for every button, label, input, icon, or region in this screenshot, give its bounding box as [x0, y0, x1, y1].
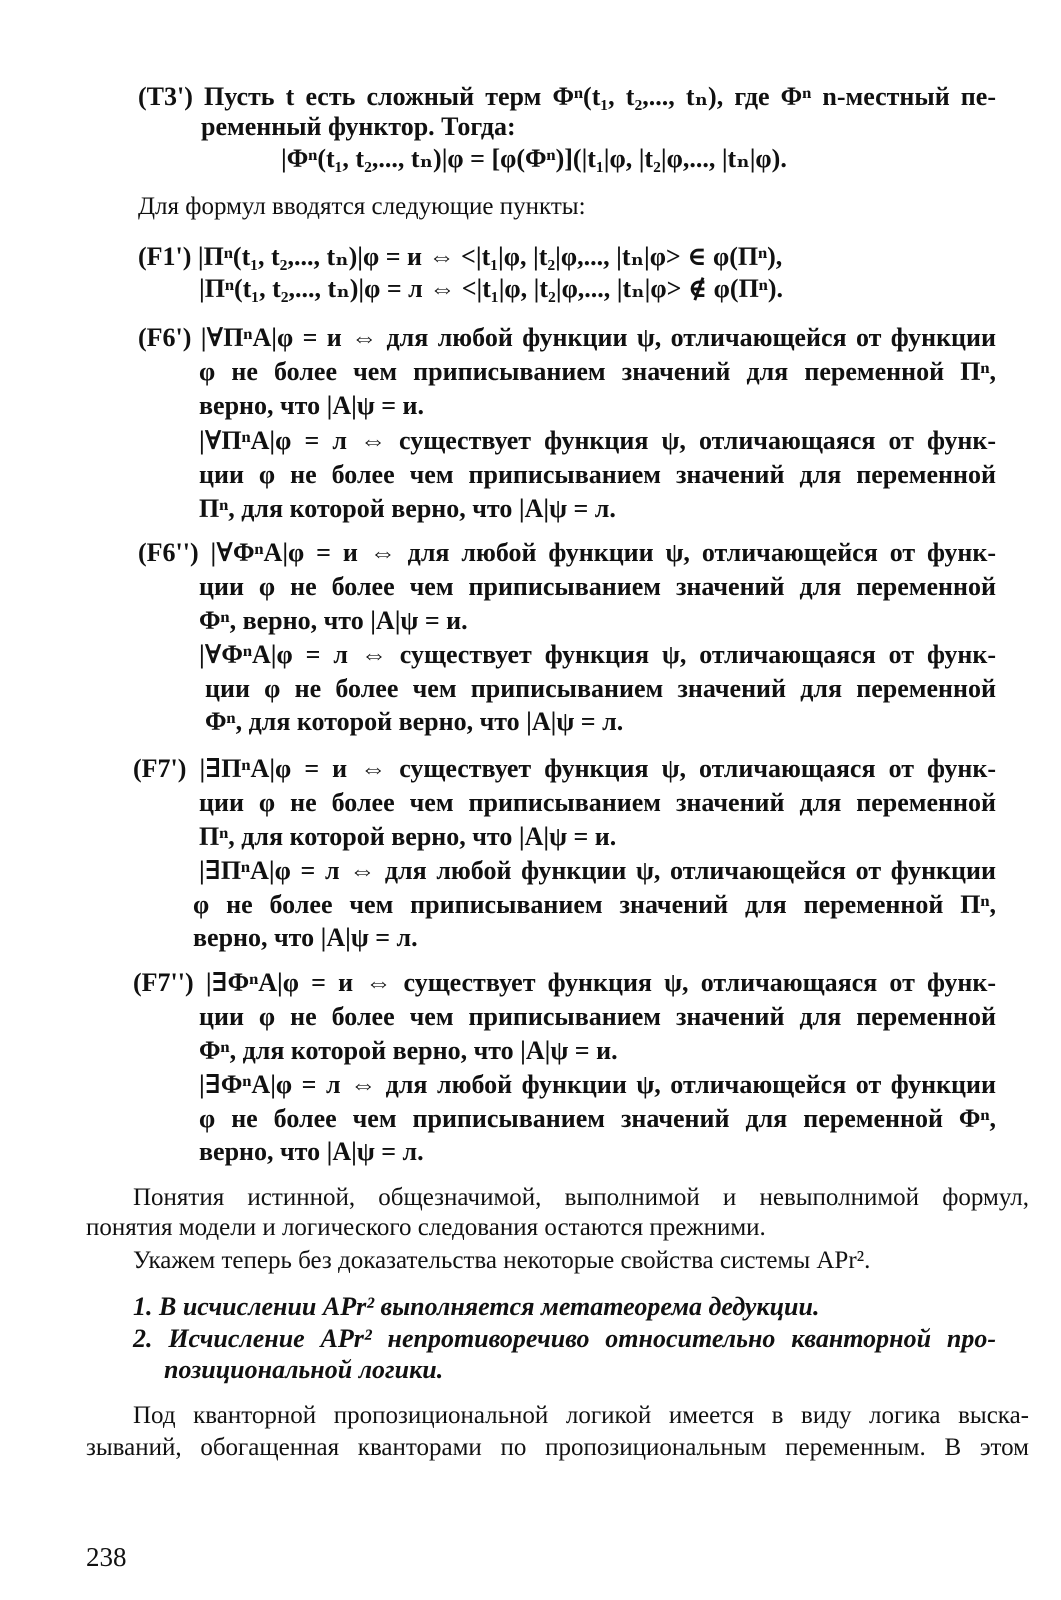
text-line: ции φ не более чем приписыванием значений для переменной: [205, 674, 996, 703]
formula-line: |Πⁿ(t₁, t₂,..., tₙ)|φ = л ⇔ <|t₁|φ, |t₂|φ,..., |tₙ|φ> ∉ φ(Πⁿ).: [199, 274, 783, 303]
text-line: (F6'') |∀ΦⁿA|φ = и ⇔ для любой функции ψ, отличающейся от функ-: [138, 538, 996, 567]
text-line: Φⁿ, для которой верно, что |A|ψ = и.: [199, 1036, 618, 1065]
text-line: (F7') |∃ΠⁿA|φ = и ⇔ существует функция ψ, отличающаяся от функ-: [133, 754, 996, 783]
text-line: Φⁿ, верно, что |A|ψ = и.: [199, 606, 468, 635]
text-line: |∃ΦⁿA|φ = л ⇔ для любой функции ψ, отличающейся от функции: [199, 1070, 996, 1099]
statement-1: 1. В исчислении APr² выполняется метатеорема дедукции.: [133, 1292, 820, 1321]
paragraph-line: Под кванторной пропозициональной логикой имеется в виду логика выска-: [133, 1402, 1029, 1429]
text-line: (T3') Пусть t есть сложный терм Φⁿ(t₁, t₂,..., tₙ), где Φⁿ n-местный пе-: [138, 82, 996, 111]
paragraph-line: Понятия истинной, общезначимой, выполнимой и невыполнимой формул,: [133, 1184, 1029, 1211]
text-line: Πⁿ, для которой верно, что |A|ψ = и.: [199, 822, 617, 851]
text-line: φ не более чем приписыванием значений для переменной Φⁿ,: [199, 1104, 996, 1133]
text-line: φ не более чем приписыванием значений для переменной Πⁿ,: [199, 357, 996, 386]
text-line: Πⁿ, для которой верно, что |A|ψ = л.: [199, 494, 616, 523]
text-line: ции φ не более чем приписыванием значений для переменной: [199, 572, 996, 601]
formula-line: |Φⁿ(t₁, t₂,..., tₙ)|φ = [φ(Φⁿ)](|t₁|φ, |t₂|φ,..., |tₙ|φ).: [281, 144, 787, 173]
statement-2: 2. Исчисление APr² непротиворечиво относительно кванторной про-: [133, 1324, 996, 1353]
paragraph-line: понятия модели и логического следования остаются прежними.: [86, 1214, 766, 1241]
text-line: Φⁿ, для которой верно, что |A|ψ = л.: [205, 707, 624, 736]
text-line: ременный функтор. Тогда:: [201, 112, 516, 141]
text-line: ции φ не более чем приписыванием значений для переменной: [199, 460, 996, 489]
formula-line: (F1') |Πⁿ(t₁, t₂,..., tₙ)|φ = и ⇔ <|t₁|φ, |t₂|φ,..., |tₙ|φ> ∈ φ(Πⁿ),: [138, 242, 783, 271]
text-line: верно, что |A|ψ = л.: [193, 923, 418, 952]
paragraph-line: зываний, обогащенная кванторами по пропозициональным переменным. В этом: [86, 1434, 1029, 1461]
text-line: (F6') |∀ΠⁿA|φ = и ⇔ для любой функции ψ, отличающейся от функции: [138, 323, 996, 352]
text-line: |∃ΠⁿA|φ = л ⇔ для любой функции ψ, отличающейся от функции: [199, 856, 996, 885]
page-number: 238: [86, 1542, 127, 1572]
text-line: Для формул вводятся следующие пункты:: [138, 193, 586, 220]
text-line: верно, что |A|ψ = и.: [199, 391, 425, 420]
text-line: |∀ΠⁿA|φ = л ⇔ существует функция ψ, отличающаяся от функ-: [199, 426, 996, 455]
text-line: (F7'') |∃ΦⁿA|φ = и ⇔ существует функция ψ, отличающаяся от функ-: [133, 968, 996, 997]
text-line: верно, что |A|ψ = л.: [199, 1137, 424, 1166]
text-line: φ не более чем приписыванием значений для переменной Πⁿ,: [193, 890, 996, 919]
text-line: ции φ не более чем приписыванием значений для переменной: [199, 788, 996, 817]
text-line: ции φ не более чем приписыванием значений для переменной: [199, 1002, 996, 1031]
statement-2-cont: позициональной логики.: [164, 1355, 444, 1384]
paragraph-line: Укажем теперь без доказательства некоторые свойства системы APr².: [133, 1247, 871, 1274]
text-line: |∀ΦⁿA|φ = л ⇔ существует функция ψ, отличающаяся от функ-: [199, 640, 996, 669]
